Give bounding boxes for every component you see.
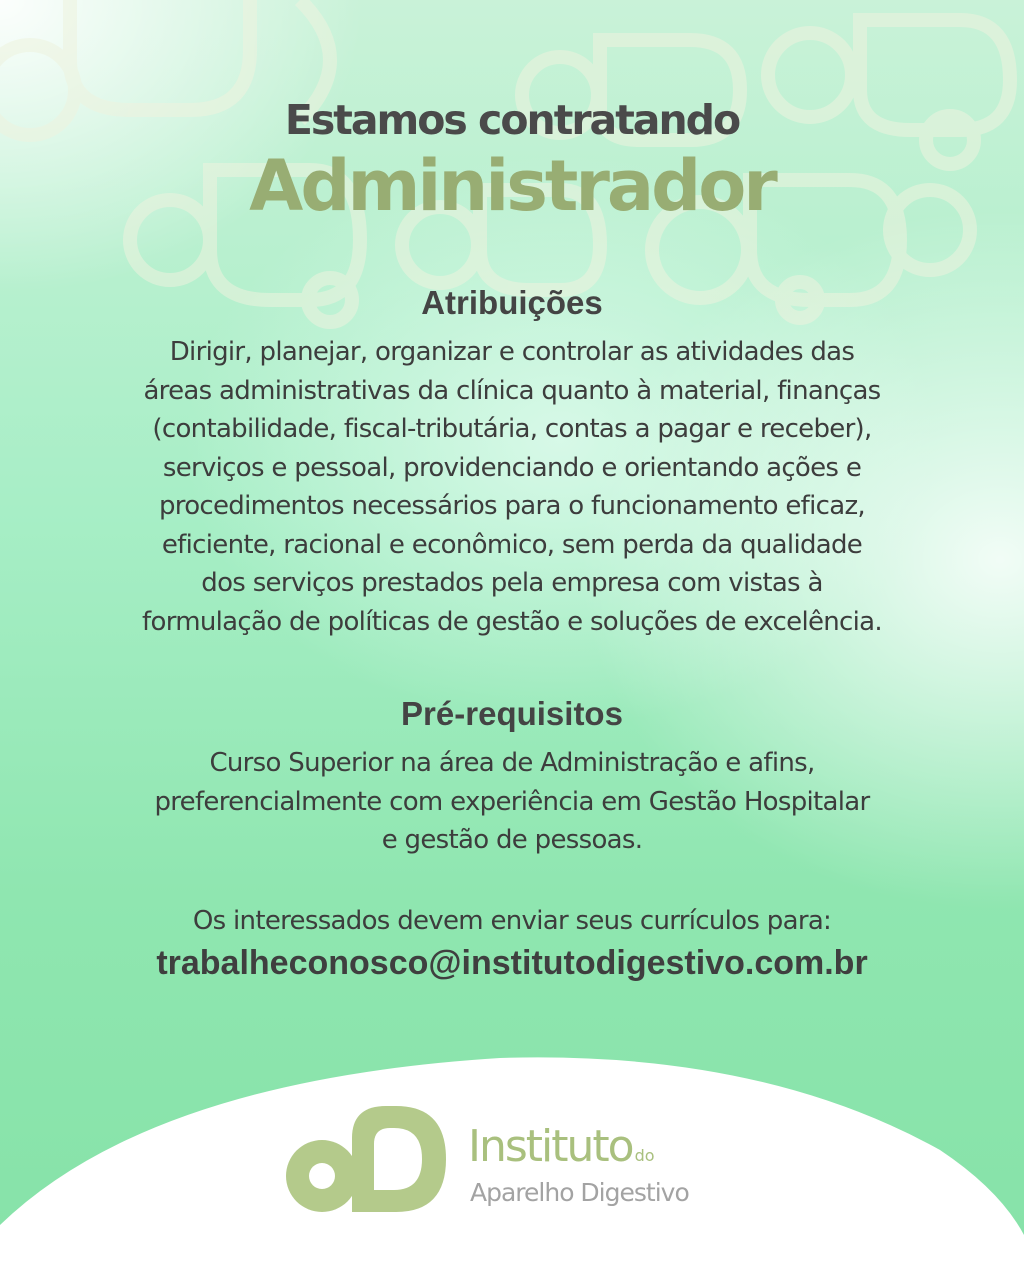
job-title: Administrador: [249, 145, 775, 227]
logo-name-main: Instituto: [468, 1121, 633, 1172]
section-title-prerequisitos: Pré-requisitos: [401, 695, 623, 732]
atribuicoes-line: serviços e pessoal, providenciando e orientando ações e: [162, 452, 862, 483]
prerequisitos-line: e gestão de pessoas.: [381, 825, 643, 855]
headline: Estamos contratando: [284, 96, 740, 144]
atribuicoes-line: eficiente, racional e econômico, sem perda da qualidade: [161, 529, 863, 560]
prerequisitos-line: preferencialmente com experiência em Gestão Hospitalar: [154, 786, 870, 817]
atribuicoes-line: áreas administrativas da clínica quanto à material, finanças: [143, 375, 881, 406]
atribuicoes-line: formulação de políticas de gestão e soluções de excelência.: [142, 606, 882, 637]
logo-wordmark: [468, 1122, 655, 1181]
section-title-atribuicoes: Atribuições: [421, 284, 603, 321]
atribuicoes-line: Dirigir, planejar, organizar e controlar as atividades das: [169, 337, 855, 367]
atribuicoes-line: procedimentos necessários para o funcionamento eficaz,: [158, 491, 865, 521]
logo-name-small: do: [634, 1146, 655, 1165]
contact-email[interactable]: trabalheconosco@institutodigestivo.com.br: [156, 944, 868, 982]
institute-logo-icon: [286, 1102, 446, 1214]
prerequisitos-line: Curso Superior na área de Administração e afins,: [209, 748, 815, 778]
atribuicoes-line: dos serviços prestados pela empresa com vistas à: [201, 568, 823, 598]
atribuicoes-line: (contabilidade, fiscal-tributária, contas a pagar e receber),: [152, 414, 872, 444]
contact-intro: Os interessados devem enviar seus currículos para:: [192, 906, 832, 936]
logo-subtitle: Aparelho Digestivo: [470, 1178, 689, 1207]
